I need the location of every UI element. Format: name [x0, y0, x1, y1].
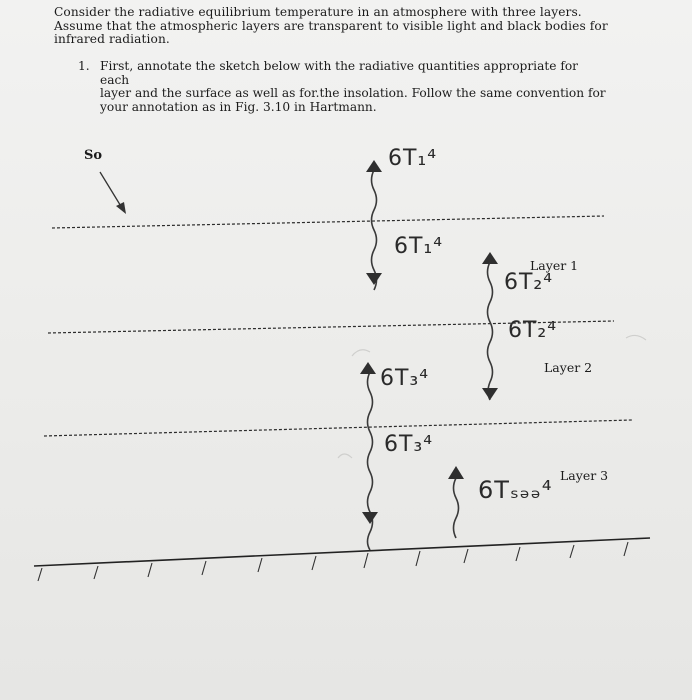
intro-line: Consider the radiative equilibrium temperature in an atmosphere with three layers.: [54, 5, 582, 19]
surface-emission-arrow: [454, 478, 459, 538]
question-number: 1.: [78, 59, 90, 73]
surface-line: [34, 538, 650, 566]
layer-1-down-arrowhead: [366, 273, 382, 285]
layer-2-up-annotation: 6T₂⁴: [504, 270, 554, 295]
question-line: your annotation as in Fig. 3.10 in Hartmann.: [100, 99, 377, 114]
layer-1-top-boundary: [52, 216, 604, 228]
layer-3-up-annotation: 6T₃⁴: [380, 366, 430, 391]
layer-1-up-annotation: 6T₁⁴: [388, 146, 438, 171]
question-line: First, annotate the sketch below with the radiative quantities appropriate for each: [100, 59, 579, 87]
layer-1-label: Layer 1: [530, 258, 579, 273]
layer-3-down-arrowhead: [362, 512, 378, 524]
insolation-label: So: [84, 148, 103, 163]
surface-up-annotation: 6Tₛₔₔ⁴: [478, 476, 553, 504]
layer-3-up-arrowhead: [360, 362, 376, 374]
layer-2-down-arrowhead: [482, 388, 498, 400]
layer-1-up-arrowhead: [366, 160, 382, 172]
layer-2-down-annotation: 6T₂⁴: [508, 318, 558, 343]
layer-3-down-annotation: 6T₃⁴: [384, 432, 434, 457]
layer-2-emission-arrow: [488, 262, 493, 400]
layer-1-down-annotation: 6T₁⁴: [394, 234, 444, 259]
insolation-arrow: [100, 172, 126, 214]
question-line: layer and the surface as well as for.the insolation. Follow the same convention for: [100, 86, 606, 101]
layer-2-3-boundary: [44, 420, 632, 436]
surface-up-arrowhead: [448, 466, 464, 479]
intro-line: infrared radiation.: [54, 32, 170, 47]
intro-line: Assume that the atmospheric layers are transparent to visible light and black bodies for: [54, 18, 608, 33]
layer-2-up-arrowhead: [482, 252, 498, 264]
layer-1-emission-arrow: [372, 170, 377, 290]
layer-2-label: Layer 2: [544, 360, 593, 375]
layer-3-label: Layer 3: [560, 468, 609, 483]
